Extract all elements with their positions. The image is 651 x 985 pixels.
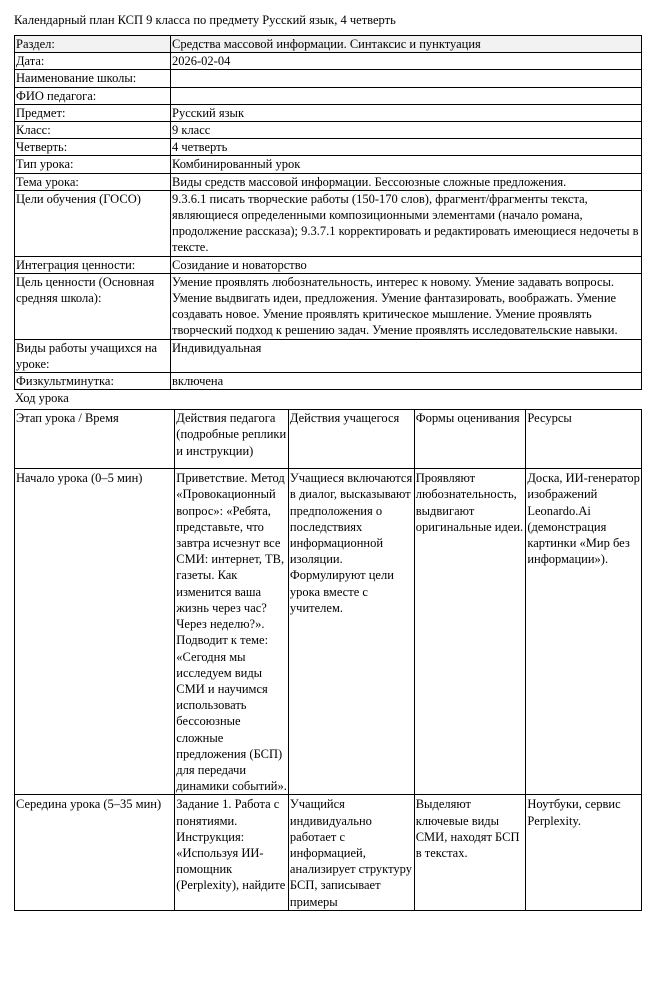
info-row-date — [15, 53, 642, 70]
info-value: включена — [171, 373, 642, 390]
lesson-row-middle — [15, 795, 642, 910]
info-label: Раздел: — [15, 36, 171, 53]
info-value: Русский язык — [171, 104, 642, 121]
info-value: Умение проявлять любознательность, интерес к новому. Умение задавать вопросы. Умение выдвигать идеи, предложения. Умение фантазировать, воображать. Умение создавать новое. Умение проявлять критическое мышление. Умение проявлять творческий подход к решению задач. Умение проявлять исследовательские навыки. — [171, 273, 642, 339]
cell-teacher-actions: Приветствие. Метод «Провокационный вопрос»: «Ребята, представьте, что завтра исчезнут все СМИ: интернет, ТВ, газеты. Как изменится ваша жизнь через час? Через неделю?». Подводит к теме: «Сегодня мы исследуем виды СМИ и научимся использовать бессоюзные сложные предложения (БСП) для передачи динамики событий». — [175, 469, 289, 795]
cell-assessment: Проявляют любознательность, выдвигают оригинальные идеи. — [414, 469, 526, 795]
info-row-lesson-type — [15, 156, 642, 173]
cell-stage: Середина урока (5–35 мин) — [15, 795, 175, 910]
cell-student-actions: Учащиеся включаются в диалог, высказывают предположения о последствиях информационной изоляции. Формулируют цели урока вместе с учителем. — [288, 469, 414, 795]
info-label: Цель ценности (Основная средняя школа): — [15, 273, 171, 339]
info-row-subject — [15, 104, 642, 121]
info-row-section — [15, 36, 642, 53]
info-row-physical-break — [15, 373, 642, 390]
lesson-row-beginning — [15, 469, 642, 795]
cell-student-actions: Учащийся индивидуально работает с информацией, анализирует структуру БСП, записывает примеры — [288, 795, 414, 910]
info-value: Созидание и новаторство — [171, 256, 642, 273]
header-assessment: Формы оценивания — [414, 410, 526, 469]
cell-teacher-actions: Задание 1. Работа с понятиями. Инструкция: «Используя ИИ-помощник (Perplexity), найдите — [175, 795, 289, 910]
info-value: Средства массовой информации. Синтаксис и пунктуация — [171, 36, 642, 53]
info-row-value-integration — [15, 256, 642, 273]
info-value — [171, 70, 642, 87]
info-label: Физкультминутка: — [15, 373, 171, 390]
info-row-teacher — [15, 87, 642, 104]
info-row-work-types — [15, 339, 642, 372]
info-label: ФИО педагога: — [15, 87, 171, 104]
info-row-grade — [15, 122, 642, 139]
lesson-header-row — [15, 410, 642, 469]
info-value: Комбинированный урок — [171, 156, 642, 173]
lesson-progress-table — [14, 409, 642, 910]
info-row-topic — [15, 173, 642, 190]
header-student-actions: Действия учащегося — [288, 410, 414, 469]
info-row-goals — [15, 190, 642, 256]
info-label: Цели обучения (ГОСО) — [15, 190, 171, 256]
info-value: 4 четверть — [171, 139, 642, 156]
header-resources: Ресурсы — [526, 410, 642, 469]
cell-resources: Ноутбуки, сервис Perplexity. — [526, 795, 642, 910]
info-value — [171, 87, 642, 104]
info-value: Виды средств массовой информации. Бессоюзные сложные предложения. — [171, 173, 642, 190]
info-row-value-goal — [15, 273, 642, 339]
info-value: 9 класс — [171, 122, 642, 139]
info-label: Интеграция ценности: — [15, 256, 171, 273]
info-label: Класс: — [15, 122, 171, 139]
cell-resources: Доска, ИИ-генератор изображений Leonardo.Ai (демонстрация картинки «Мир без информации»). — [526, 469, 642, 795]
info-label: Четверть: — [15, 139, 171, 156]
lesson-info-table — [14, 35, 642, 390]
info-label: Тема урока: — [15, 173, 171, 190]
cell-stage: Начало урока (0–5 мин) — [15, 469, 175, 795]
info-value: Индивидуальная — [171, 339, 642, 372]
document-title: Календарный план КСП 9 класса по предмету Русский язык, 4 четверть — [14, 13, 396, 27]
lesson-progress-heading: Ход урока — [15, 391, 69, 406]
info-label: Наименование школы: — [15, 70, 171, 87]
info-label: Виды работы учащихся на уроке: — [15, 339, 171, 372]
info-label: Тип урока: — [15, 156, 171, 173]
info-value: 2026-02-04 — [171, 53, 642, 70]
info-label: Предмет: — [15, 104, 171, 121]
document-page — [14, 12, 642, 911]
info-row-school — [15, 70, 642, 87]
info-label: Дата: — [15, 53, 171, 70]
header-stage: Этап урока / Время — [15, 410, 175, 469]
info-row-quarter — [15, 139, 642, 156]
header-teacher-actions: Действия педагога (подробные реплики и инструкции) — [175, 410, 289, 469]
info-value: 9.3.6.1 писать творческие работы (150-170 слов), фрагмент/фрагменты текста, являющиеся определенными композиционными элементами (начало романа, продолжение рассказа); 9.3.7.1 корректировать и редактировать имеющиеся недочеты в тексте. — [171, 190, 642, 256]
cell-assessment: Выделяют ключевые виды СМИ, находят БСП в текстах. — [414, 795, 526, 910]
